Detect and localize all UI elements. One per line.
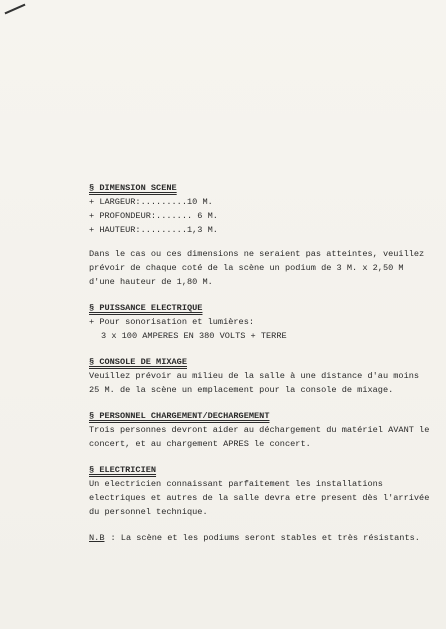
section-electricien xyxy=(89,463,434,519)
section-text: Veuillez prévoir au milieu de la salle à une distance d'au moins 25 M. de la scène un emplacement pour la console de mixage. xyxy=(89,371,420,395)
dimension-row: + PROFONDEUR:....... 6 M. xyxy=(89,211,218,221)
section-text: Un electricien connaissant parfaitement les installations electriques et autres de la salle devra etre present dès l'arrivée du personnel technique. xyxy=(89,479,430,517)
section-dimension xyxy=(89,181,434,289)
document-body xyxy=(89,181,434,545)
section-title: § DIMENSION SCENE xyxy=(89,183,177,193)
dimension-row: + LARGEUR:.........10 M. xyxy=(89,197,213,207)
section-text: Trois personnes devront aider au déchargement du matériel AVANT le concert, et au chargement APRES le concert. xyxy=(89,425,430,449)
section-text: 3 x 100 AMPERES EN 380 VOLTS + TERRE xyxy=(101,331,287,341)
section-text: Dans le cas ou ces dimensions ne seraient pas atteintes, veuillez prévoir de chaque coté de la scène un podium de 3 M. x 2,50 M d'une hauteur de 1,80 M. xyxy=(89,249,425,287)
dimension-row: + HAUTEUR:.........1,3 M. xyxy=(89,225,218,235)
note-label: N.B xyxy=(89,533,105,543)
section-title: § PUISSANCE ELECTRIQUE xyxy=(89,303,203,313)
section-title: § PERSONNEL CHARGEMENT/DECHARGEMENT xyxy=(89,411,270,421)
section-puissance xyxy=(89,301,434,343)
section-personnel xyxy=(89,409,434,451)
section-title: § CONSOLE DE MIXAGE xyxy=(89,357,187,367)
section-title: § ELECTRICIEN xyxy=(89,465,157,475)
pen-mark xyxy=(5,4,26,15)
note-text: : La scène et les podiums seront stables et très résistants. xyxy=(110,533,420,543)
section-text: + Pour sonorisation et lumières: xyxy=(89,317,255,327)
section-console xyxy=(89,355,434,397)
note xyxy=(89,531,434,545)
